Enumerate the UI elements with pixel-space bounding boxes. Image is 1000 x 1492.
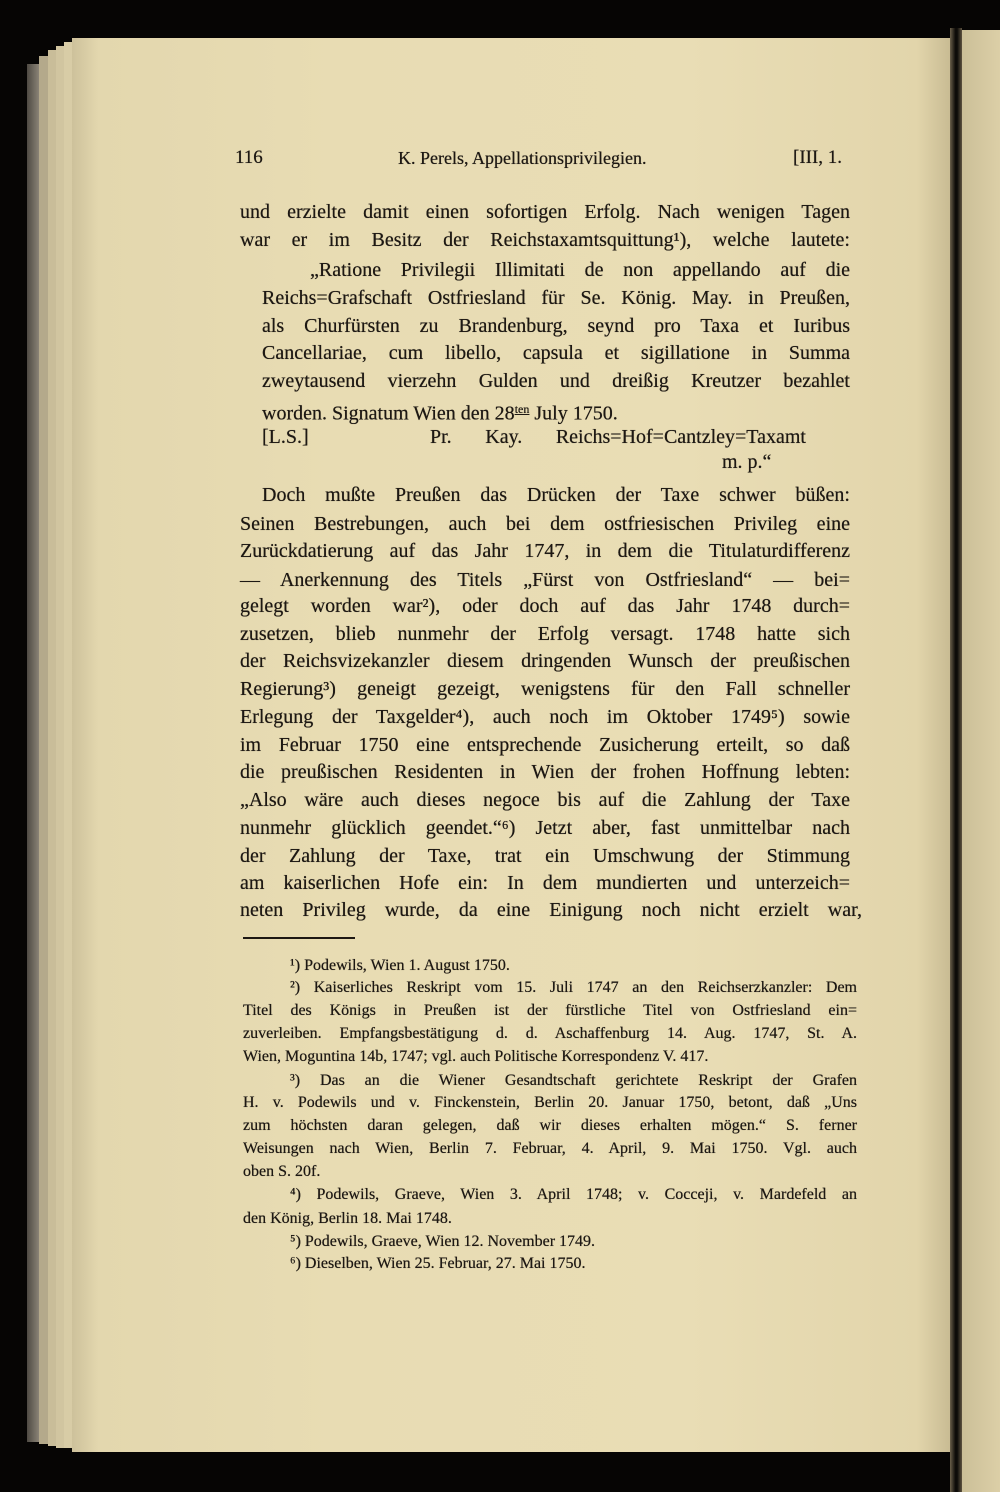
quote-line: Cancellariae, cum libello, capsula et sigillatione in Summa — [262, 342, 850, 364]
footnote-rule — [243, 937, 355, 939]
paragraph-line: nunmehr glücklich geendet.“⁶) Jetzt aber, fast unmittelbar nach — [240, 817, 850, 839]
footnote-line: ¹) Podewils, Wien 1. August 1750. — [290, 957, 510, 974]
quote-line: Reichs=Grafschaft Ostfriesland für Se. König. May. in Preußen, — [262, 287, 850, 309]
paragraph-line: der Reichsvizekanzler diesem dringenden Wunsch der preußischen — [240, 650, 850, 672]
paragraph-line: Seinen Bestrebungen, auch bei dem ostfriesischen Privileg eine — [240, 513, 850, 535]
paragraph-line: die preußischen Residenten in Wien der frohen Hoffnung lebten: — [240, 761, 850, 783]
section-marker: [III, 1. — [793, 147, 843, 168]
quote-line: als Churfürsten zu Brandenburg, seynd pro Taxa et Iuribus — [262, 315, 850, 337]
paragraph-line: der Zahlung der Taxe, trat ein Umschwung der Stimmung — [240, 845, 850, 867]
page-number: 116 — [235, 147, 263, 168]
date-text: worden. Signatum Wien den 28 — [262, 402, 515, 425]
date-superscript: ten — [514, 402, 530, 416]
date-tail: July 1750. — [529, 402, 618, 425]
footnote-line: ⁶) Dieselben, Wien 25. Februar, 27. Mai 1750. — [290, 1255, 586, 1272]
quote-line: zweytausend vierzehn Gulden und dreißig Kreutzer bezahlet — [262, 370, 850, 392]
paragraph-line: neten Privileg wurde, da eine Einigung noch nicht erzielt war, — [240, 899, 862, 921]
footnote-line: Titel des Königs in Preußen ist der fürstliche Titel von Ostfriesland ein= — [243, 1002, 857, 1019]
footnote-line: den König, Berlin 18. Mai 1748. — [243, 1210, 452, 1227]
seal-mark: [L.S.] — [262, 426, 309, 448]
quote-line: „Ratione Privilegii Illimitati de non appellando auf die — [310, 259, 850, 281]
facing-page-edge — [962, 30, 1000, 1492]
footnote-line: ³) Das an die Wiener Gesandtschaft gerichtete Reskript der Grafen — [290, 1072, 857, 1089]
issuing-office: Pr. Kay. Reichs=Hof=Cantzley=Taxamt — [430, 426, 806, 448]
footnote-line: oben S. 20f. — [243, 1163, 321, 1180]
paragraph-line: im Februar 1750 eine entsprechende Zusicherung erteilt, so daß — [240, 734, 850, 756]
paragraph-line: — Anerkennung des Titels „Fürst von Ostfriesland“ — bei= — [240, 569, 850, 591]
paragraph-line: Zurückdatierung auf das Jahr 1747, in dem die Titulaturdifferenz — [240, 540, 850, 562]
footnote-line: ²) Kaiserliches Reskript vom 15. Juli 1747 an den Reichserzkanzler: Dem — [290, 979, 857, 996]
gutter-shadow — [950, 28, 962, 1492]
quote-date-line — [262, 395, 850, 423]
footnote-line: Weisungen nach Wien, Berlin 7. Februar, 4. April, 9. Mai 1750. Vgl. auch — [243, 1140, 857, 1157]
paragraph-line: zusetzen, blieb nunmehr der Erfolg versagt. 1748 hatte sich — [240, 623, 850, 645]
paragraph-line: Doch mußte Preußen das Drücken der Taxe schwer büßen: — [262, 484, 850, 506]
footnote-line: Wien, Moguntina 14b, 1747; vgl. auch Politische Korrespondenz V. 417. — [243, 1048, 709, 1065]
paragraph-line: „Also wäre auch dieses negoce bis auf die Zahlung der Taxe — [240, 789, 850, 811]
paragraph-line: Regierung³) geneigt gezeigt, wenigstens für den Fall schneller — [240, 678, 850, 700]
signature-mark: m. p.“ — [722, 451, 772, 473]
opening-line: und erzielte damit einen sofortigen Erfolg. Nach wenigen Tagen — [240, 201, 850, 223]
opening-line: war er im Besitz der Reichstaxamtsquittung¹), welche lautete: — [240, 229, 850, 251]
footnote-line: zuverleiben. Empfangsbestätigung d. d. Aschaffenburg 14. Aug. 1747, St. A. — [243, 1025, 857, 1042]
running-title: K. Perels, Appellationsprivilegien. — [398, 148, 647, 168]
paragraph-line: gelegt worden war²), oder doch auf das Jahr 1748 durch= — [240, 595, 850, 617]
footnote-line: ⁵) Podewils, Graeve, Wien 12. November 1749. — [290, 1233, 596, 1250]
paragraph-line: am kaiserlichen Hofe ein: In dem mundierten und unterzeich= — [240, 872, 850, 894]
footnote-line: zum höchsten daran gelegen, daß wir dieses erhalten mögen.“ S. ferner — [243, 1117, 857, 1134]
paragraph-line: Erlegung der Taxgelder⁴), auch noch im Oktober 1749⁵) sowie — [240, 706, 850, 728]
footnote-line: ⁴) Podewils, Graeve, Wien 3. April 1748; v. Cocceji, v. Mardefeld an — [290, 1186, 857, 1203]
footnote-line: H. v. Podewils und v. Finckenstein, Berlin 20. Januar 1750, betont, daß „Uns — [243, 1094, 857, 1111]
